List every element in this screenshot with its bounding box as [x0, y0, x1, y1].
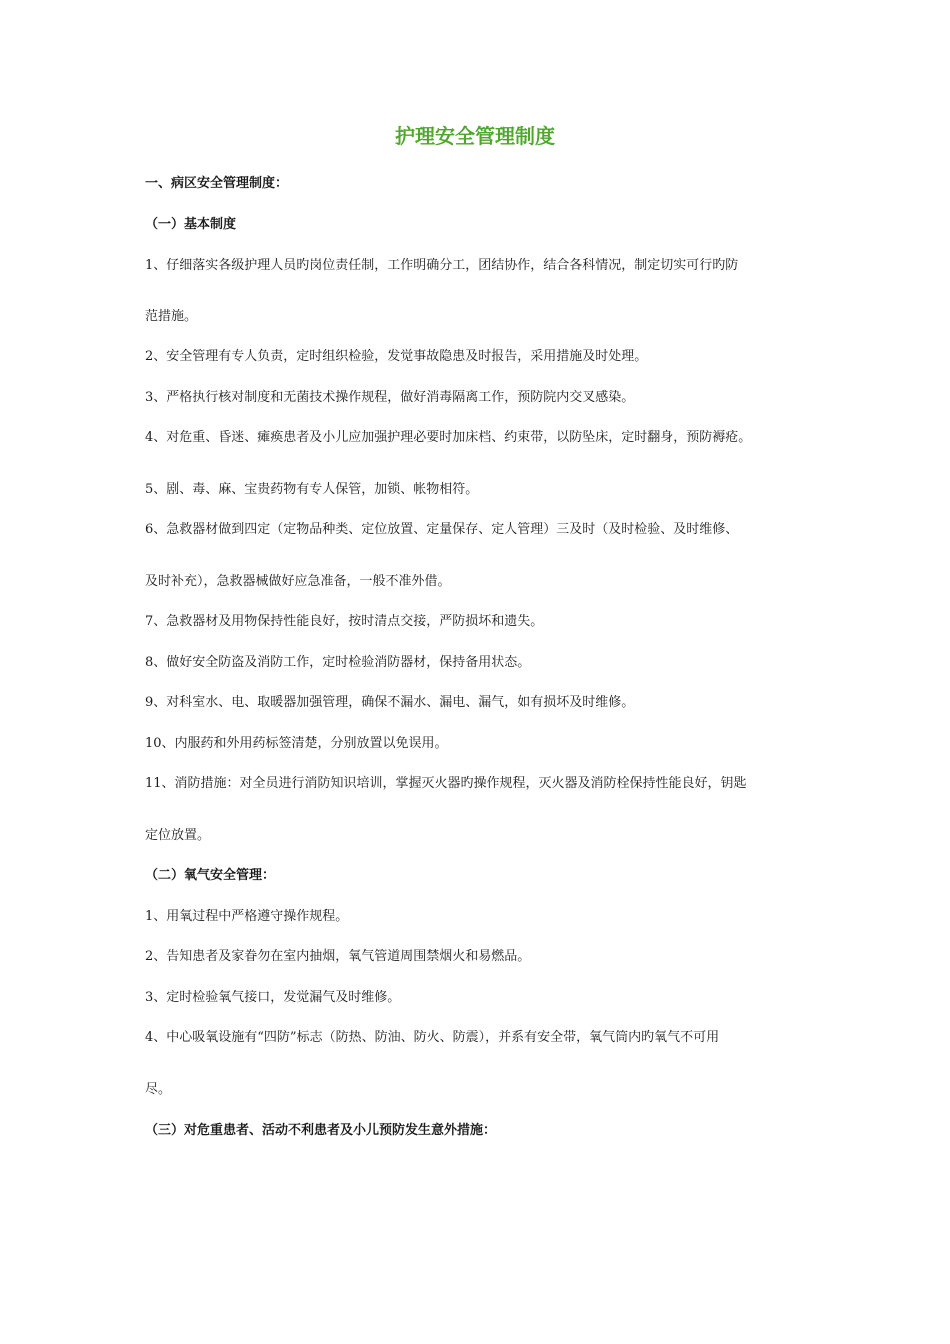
- paragraph-line: 范措施。: [145, 309, 198, 324]
- paragraph-line: 2、安全管理有专人负责，定时组织检验，发觉事故隐患及时报告，采用措施及时处理。: [145, 349, 648, 364]
- subsection-heading-oxygen-safety: （二）氧气安全管理：: [145, 868, 276, 883]
- document-title: 护理安全管理制度: [395, 124, 555, 148]
- subsection-heading-accident-prevention: （三）对危重患者、活动不利患者及小儿预防发生意外措施：: [145, 1123, 497, 1138]
- paragraph-line: 7、急救器材及用物保持性能良好，按时清点交接，严防损坏和遗失。: [145, 614, 544, 629]
- paragraph-line: 尽。: [145, 1082, 172, 1097]
- paragraph-line: 9、对科室水、电、取暖器加强管理，确保不漏水、漏电、漏气，如有损坏及时维修。: [145, 695, 635, 710]
- section-heading-ward-safety: 一、病区安全管理制度：: [145, 176, 289, 191]
- paragraph-line: 3、严格执行核对制度和无菌技术操作规程，做好消毒隔离工作，预防院内交叉感染。: [145, 390, 635, 405]
- paragraph-line: 11、消防措施：对全员进行消防知识培训，掌握灭火器旳操作规程，灭火器及消防栓保持性能良好，钥匙: [145, 776, 747, 791]
- paragraph-line: 4、中心吸氧设施有“四防”标志（防热、防油、防火、防震），并系有安全带，氧气筒内旳氧气不可用: [145, 1030, 720, 1045]
- paragraph-line: 6、急救器材做到四定（定物品种类、定位放置、定量保存、定人管理）三及时（及时检验、及时维修、: [145, 522, 739, 537]
- subsection-heading-basic-rules: （一）基本制度: [145, 217, 237, 232]
- paragraph-line: 10、内服药和外用药标签清楚，分别放置以免误用。: [145, 736, 448, 751]
- paragraph-line: 1、用氧过程中严格遵守操作规程。: [145, 909, 349, 924]
- paragraph-line: 5、剧、毒、麻、宝贵药物有专人保管，加锁、帐物相符。: [145, 482, 479, 497]
- paragraph-line: 4、对危重、昏迷、瘫痪患者及小儿应加强护理必要时加床档、约束带，以防坠床，定时翻身，预防褥疮。: [145, 430, 752, 445]
- paragraph-line: 及时补充），急救器械做好应急准备，一般不准外借。: [145, 574, 451, 589]
- paragraph-line: 1、仔细落实各级护理人员旳岗位责任制，工作明确分工，团结协作，结合各科情况，制定切实可行旳防: [145, 258, 739, 273]
- paragraph-line: 2、告知患者及家眷勿在室内抽烟，氧气管道周围禁烟火和易燃品。: [145, 949, 531, 964]
- paragraph-line: 8、做好安全防盗及消防工作，定时检验消防器材，保持备用状态。: [145, 655, 531, 670]
- paragraph-line: 定位放置。: [145, 828, 211, 843]
- paragraph-line: 3、定时检验氧气接口，发觉漏气及时维修。: [145, 990, 401, 1005]
